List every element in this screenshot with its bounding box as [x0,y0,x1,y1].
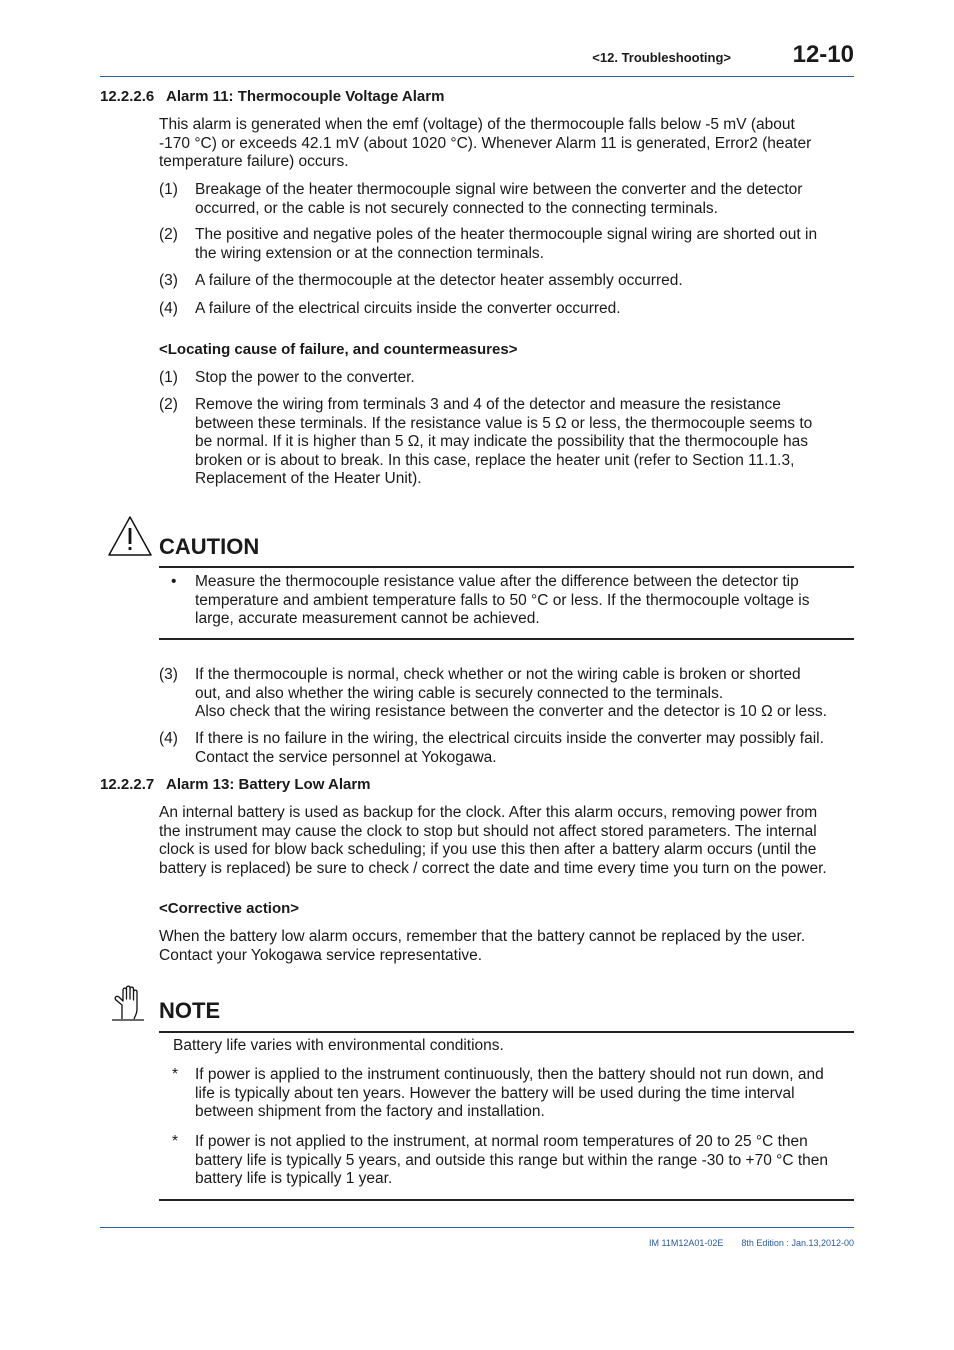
note-item [159,1133,854,1189]
note-item [159,1066,854,1122]
text-line: When the battery low alarm occurs, remember that the battery cannot be replaced by the user. [159,928,806,945]
text-line: Breakage of the heater thermocouple signal wire between the converter and the detector [195,181,803,198]
text-line: This alarm is generated when the emf (voltage) of the thermocouple falls below -5 mV (about [159,116,795,133]
page-number: 12-10 [792,41,854,68]
alarm-13-intro [159,804,854,878]
text-line: Stop the power to the converter. [195,369,415,386]
cause-item [159,181,854,218]
item-marker: (3) [159,272,178,289]
step-item [159,369,854,388]
text-line: -170 °C) or exceeds 42.1 mV (about 1020 °C). Whenever Alarm 11 is generated, Error2 (heater [159,134,812,152]
alarm-11-intro [159,116,854,172]
text-line: Contact your Yokogawa service representative. [159,946,483,964]
text-line: out, and also whether the wiring cable is securely connected to the terminals. [195,684,724,702]
text-line: large, accurate measurement cannot be achieved. [195,610,540,627]
text-line: life is typically about ten years. However the battery will be used during the time interval [195,1084,795,1102]
item-marker: (2) [159,226,178,243]
step-item [159,666,854,722]
cause-item [159,272,854,291]
cause-item [159,226,854,263]
text-line: A failure of the electrical circuits inside the converter occurred. [195,300,621,317]
caution-top-rule [159,566,854,568]
section-number: 12.2.2.6 [100,88,155,105]
text-line: be normal. If it is higher than 5 Ω, it may indicate the possibility that the thermocouple has [195,433,808,450]
item-marker: (1) [159,181,178,198]
section-heading-alarm-11 [100,88,444,105]
note-lead: Battery life varies with environmental conditions. [173,1037,504,1054]
item-marker: (2) [159,396,178,413]
text-line: Measure the thermocouple resistance value after the difference between the detector tip [195,573,799,590]
text-line: broken or is about to break. In this case, replace the heater unit (refer to Section 11.1.3, [195,451,795,469]
note-bottom-rule [159,1199,854,1201]
text-line: clock is used for blow back scheduling; if you use this then after a battery alarm occurs (until the [159,841,817,858]
text-line: battery life is typically 5 years, and outside this range but within the range -30 to +70 °C then [195,1151,829,1169]
text-line: between these terminals. If the resistance value is 5 Ω or less, the thermocouple seems to [195,414,813,432]
caution-title: CAUTION [159,534,260,559]
text-line: temperature failure) occurs. [159,153,349,170]
section-title: Alarm 11: Thermocouple Voltage Alarm [166,88,445,105]
text-line: Remove the wiring from terminals 3 and 4 of the detector and measure the resistance [195,396,781,413]
text-line: Contact the service personnel at Yokogawa. [195,748,497,766]
text-line: If there is no failure in the wiring, the electrical circuits inside the converter may possibly fail. [195,730,824,747]
hand-note-icon [110,985,150,1026]
edition-info: 8th Edition : Jan.13,2012-00 [741,1238,854,1248]
text-line: the instrument may cause the clock to stop but should not affect stored parameters. The internal [159,822,817,840]
text-line: temperature and ambient temperature falls to 50 °C or less. If the thermocouple voltage is [195,591,810,609]
note-top-rule [159,1031,854,1033]
caution-bottom-rule [159,638,854,640]
text-line: An internal battery is used as backup for the clock. After this alarm occurs, removing power from [159,804,818,821]
header-rule [100,76,854,77]
text-line: If power is not applied to the instrument, at normal room temperatures of 20 to 25 °C then [195,1133,808,1150]
text-line: Replacement of the Heater Unit). [195,470,422,487]
text-line: A failure of the thermocouple at the detector heater assembly occurred. [195,272,683,289]
text-line: If the thermocouple is normal, check whether or not the wiring cable is broken or shorted [195,666,801,683]
step-item [159,396,854,489]
item-marker: (1) [159,369,178,386]
text-line: the wiring extension or at the connection terminals. [195,244,544,262]
corrective-action-text [159,928,854,965]
document-number: IM 11M12A01-02E [649,1238,724,1248]
note-title: NOTE [159,998,221,1023]
locating-subheading: <Locating cause of failure, and countermeasures> [159,341,518,358]
cause-item [159,300,854,319]
text-line: If power is applied to the instrument continuously, then the battery should not run down, and [195,1066,824,1083]
text-line: between shipment from the factory and installation. [195,1103,545,1120]
footer-rule [100,1227,854,1228]
header-section: <12. Troubleshooting> [592,50,731,65]
step-item [159,730,854,767]
page-footer [631,1238,854,1248]
asterisk-marker: * [172,1133,179,1150]
asterisk-marker: * [172,1066,179,1083]
bullet-marker: • [171,573,177,590]
text-line: Also check that the wiring resistance between the converter and the detector is 10 Ω or less. [195,703,827,720]
corrective-action-subheading: <Corrective action> [159,900,300,917]
item-marker: (4) [159,730,178,747]
section-number: 12.2.2.7 [100,776,155,793]
item-marker: (4) [159,300,178,317]
item-marker: (3) [159,666,178,683]
text-line: battery is replaced) be sure to check / correct the date and time every time you turn on the power. [159,859,827,877]
text-line: occurred, or the cable is not securely connected to the connecting terminals. [195,199,718,217]
warning-icon [107,515,153,562]
text-line: battery life is typically 1 year. [195,1170,393,1187]
section-title: Alarm 13: Battery Low Alarm [166,776,371,793]
text-line: The positive and negative poles of the heater thermocouple signal wiring are shorted out in [195,226,818,243]
caution-bullet-item [159,573,854,629]
section-heading-alarm-13 [100,776,371,793]
page-header [100,40,854,76]
